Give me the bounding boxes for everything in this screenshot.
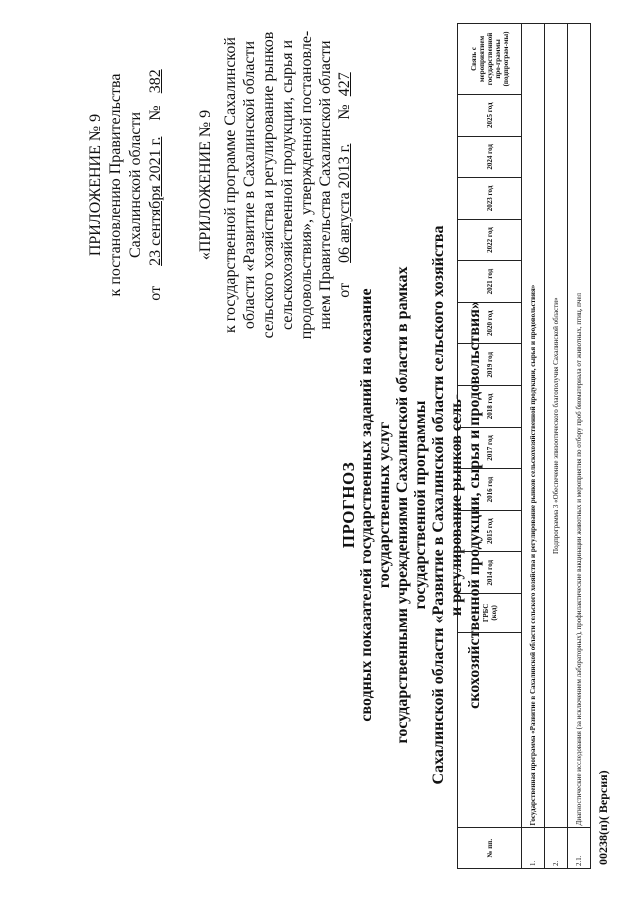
quote-appendix-number: 427 xyxy=(336,72,353,97)
appendix-title: ПРИЛОЖЕНИЕ № 9 xyxy=(87,113,104,257)
header-year: 2022 год xyxy=(458,219,522,261)
forecast-table xyxy=(457,23,591,869)
header-year: 2018 год xyxy=(458,386,522,428)
header-year: 2017 год xyxy=(458,427,522,469)
quote-appendix-line: сельского хозяйства и регулирование рынков xyxy=(260,31,277,339)
header-link: Связь с мероприятием государственной про-граммы (подпрограм-мы) xyxy=(458,24,522,95)
version-footer: 00238(п)( Версия) xyxy=(596,770,610,865)
quote-appendix-number-prefix: № xyxy=(336,104,353,120)
title-line: сводных показателей государственных заданий на оказание государственных услуг xyxy=(358,288,393,722)
table-row xyxy=(522,24,545,869)
header-year: 2025 год xyxy=(458,94,522,136)
appendix-number-prefix: № xyxy=(147,105,164,121)
row-text: Государственная программа «Развитие в Сахалинской области сельского хозяйства и регулирование рынков сельскохозяйственной продукции, сырья и продовольствия» xyxy=(522,24,545,828)
quote-appendix-title: «ПРИЛОЖЕНИЕ № 9 xyxy=(197,109,214,261)
header-year: 2015 год xyxy=(458,510,522,552)
quote-appendix-line: области «Развитие в Сахалинской области xyxy=(241,40,258,330)
table-row xyxy=(568,24,591,869)
header-year: 2021 год xyxy=(458,261,522,303)
row-num: 1. xyxy=(522,828,545,869)
table-row xyxy=(545,24,568,869)
header-grbs: ГРБС (код) xyxy=(458,594,522,633)
appendix-date-line xyxy=(146,25,166,345)
quote-appendix-line: к государственной программе Сахалинской xyxy=(222,37,239,333)
table-header-row xyxy=(458,24,522,869)
appendix-line-1: к постановлению Правительства xyxy=(107,73,124,297)
row-num: 2. xyxy=(545,828,568,869)
title-heading: ПРОГНОЗ xyxy=(339,461,358,549)
quote-appendix-header xyxy=(196,25,354,345)
header-year: 2019 год xyxy=(458,344,522,386)
title-line: Сахалинской области «Развитие в Сахалинской области сельского хозяйства и регулирование рынков сель- xyxy=(430,225,465,785)
appendix-line-2: Сахалинской области xyxy=(127,111,144,259)
header-year: 2014 год xyxy=(458,552,522,594)
header-year: 2016 год xyxy=(458,469,522,511)
header-year: 2023 год xyxy=(458,178,522,220)
row-num: 2.1. xyxy=(568,828,591,869)
appendix-header xyxy=(0,25,166,345)
quote-appendix-line: сельскохозяйственной продукции, сырья и xyxy=(279,39,296,331)
header-name xyxy=(458,632,522,828)
header-year: 2020 год xyxy=(458,302,522,344)
row-text: Подпрограмма 3 «Обеспечение эпизоотического благополучия Сахалинской области» xyxy=(545,24,568,828)
quote-appendix-line: продовольствия», утвержденной постановле- xyxy=(298,30,315,340)
appendix-date-prefix: от xyxy=(147,285,164,301)
header-num: № пп. xyxy=(458,828,522,869)
appendix-number: 382 xyxy=(147,69,164,94)
header-year: 2024 год xyxy=(458,136,522,178)
title-line: скохозяйственной продукции, сырья и продовольствия» xyxy=(466,301,483,709)
quote-appendix-line: нием Правительства Сахалинской области xyxy=(317,40,334,330)
row-text: Диагностические исследования (за исключением лабораторных), профилактические вакцинации животных и мероприятия по отбору проб биоматериала от животных, птиц, пчел xyxy=(568,24,591,828)
quote-appendix-date: 06 августа 2013 г. xyxy=(336,143,353,263)
appendix-date: 23 сентября 2021 г. xyxy=(147,136,164,266)
quote-appendix-date-prefix: от xyxy=(336,282,353,298)
title-line: государственными учреждениями Сахалинской области в рамках государственной программы xyxy=(394,266,429,744)
